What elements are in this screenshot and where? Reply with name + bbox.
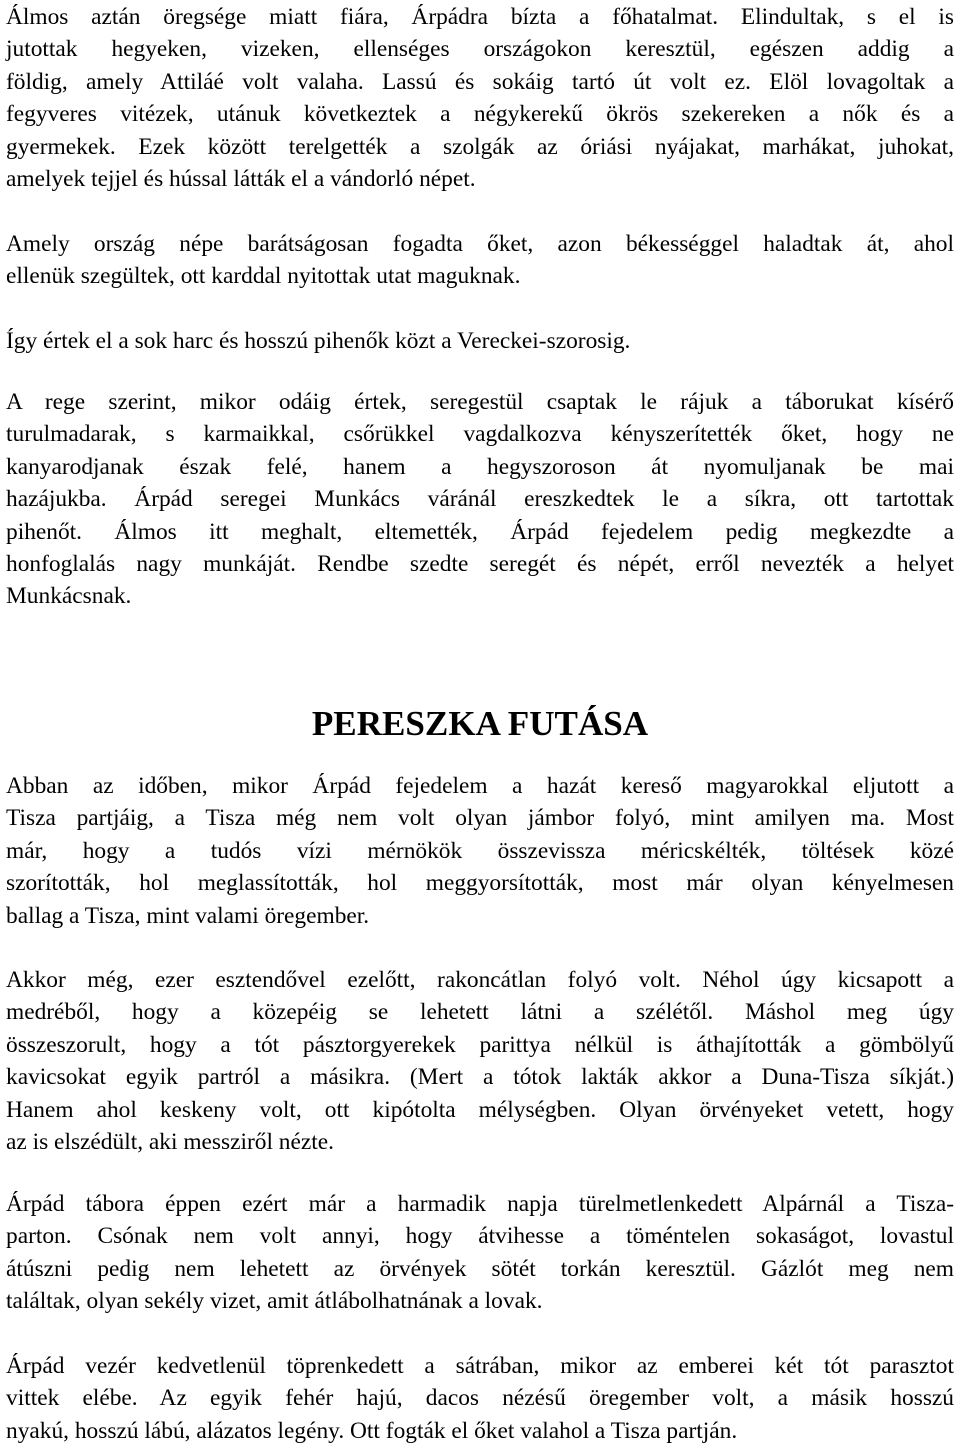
text-line: Álmos aztán öregsége miatt fiára, Árpádra bízta a főhatalmat. Elindultak, s el is [6, 4, 954, 30]
text-line: már, hogy a tudós vízi mérnökök összevissza méricskélték, töltések közé [6, 837, 954, 864]
text-line: átúszni pedig nem lehetett az örvények sötét torkán keresztül. Gázlót meg nem [6, 1255, 954, 1282]
paragraph [6, 228, 954, 293]
text-line: kanyarodjanak észak felé, hanem a hegyszoroson át nyomuljanak be mai [6, 453, 954, 480]
text-line: parton. Csónak nem volt annyi, hogy átvihesse a töméntelen sokaságot, lovastul [6, 1223, 954, 1250]
text-line: Árpád tábora éppen ezért már a harmadik napja türelmetlenkedett Alpárnál a Tisza- [6, 1191, 954, 1217]
text-line: Így értek el a sok harc és hosszú pihenők közt a Vereckei-szorosig. [6, 328, 631, 354]
text-line: találtak, olyan sekély vizet, amit átlábolhatnának a lovak. [6, 1288, 543, 1315]
paragraph [6, 1350, 954, 1447]
paragraph [6, 964, 954, 1158]
text-line: az is elszédült, aki messziről nézte. [6, 1129, 334, 1156]
text-line: Tisza partjáig, a Tisza még nem volt olyan jámbor folyó, mint amilyen ma. Most [6, 805, 954, 832]
text-line: pihenőt. Álmos itt meghalt, eltemették, Árpád fejedelem pedig megkezdte a [6, 518, 954, 545]
paragraph [6, 386, 954, 613]
text-line: jutottak hegyeken, vizeken, ellenséges országokon keresztül, egészen addig a [6, 36, 954, 63]
text-line: honfoglalás nagy munkáját. Rendbe szedte seregét és népét, erről nevezték a helyet [6, 551, 954, 578]
text-line: ellenük szegültek, ott karddal nyitottak utat maguknak. [6, 263, 521, 290]
text-line: Munkácsnak. [6, 583, 132, 610]
text-line: vittek elébe. Az egyik fehér hajú, dacos nézésű öregember volt, a másik hosszú [6, 1385, 954, 1412]
paragraph [6, 1188, 954, 1318]
paragraph [6, 770, 954, 932]
text-line: Hanem ahol keskeny volt, ott kipótolta mélységben. Olyan örvényeket vetett, hogy [6, 1096, 954, 1123]
text-line: gyermekek. Ezek között terelgették a szolgák az óriási nyájakat, marhákat, juhokat, [6, 133, 954, 160]
text-line: Akkor még, ezer esztendővel ezelőtt, rakoncátlan folyó volt. Néhol úgy kicsapott a [6, 967, 954, 993]
text-line: Árpád vezér kedvetlenül töprenkedett a sátrában, mikor az emberei két tót parasztot [6, 1353, 954, 1379]
text-line: szorították, hol meglassították, hol meggyorsították, most már olyan kényelmesen [6, 870, 954, 897]
text-line: ballag a Tisza, mint valami öregember. [6, 902, 370, 929]
text-line: amelyek tejjel és hússal látták el a vándorló népet. [6, 166, 476, 193]
text-line: Abban az időben, mikor Árpád fejedelem a hazát kereső magyarokkal eljutott a [6, 773, 954, 799]
text-line: Amely ország népe barátságosan fogadta őket, azon békességgel haladtak át, ahol [6, 231, 954, 257]
paragraph [6, 1, 954, 195]
text-line: hazájukba. Árpád seregei Munkács váránál ereszkedtek le a síkra, ott tartottak [6, 486, 954, 513]
section-heading: PERESZKA FUTÁSA [311, 704, 649, 743]
text-line: kavicsokat egyik partról a másikra. (Mert a tótok lakták akkor a Duna-Tisza síkját.) [6, 1064, 954, 1091]
text-line: A rege szerint, mikor odáig értek, seregestül csaptak le rájuk a táborukat kísérő [6, 389, 954, 415]
text-line: nyakú, hosszú lábú, alázatos legény. Ott fogták el őket valahol a Tisza partján. [6, 1417, 738, 1444]
text-line: összeszorult, hogy a tót pásztorgyerekek parittya nélkül is áthajították a gömbölyű [6, 1031, 954, 1058]
paragraph [6, 325, 954, 357]
text-line: fegyveres vitézek, utánuk következtek a négykerekű ökrös szekereken a nők és a [6, 101, 954, 128]
text-line: földig, amely Attiláé volt valaha. Lassú és sokáig tartó út volt ez. Elöl lovagoltak a [6, 68, 954, 95]
text-line: medréből, hogy a közepéig se lehetett látni a szélétől. Máshol meg úgy [6, 999, 954, 1026]
text-line: turulmadarak, s karmaikkal, csőrükkel vagdalkozva kényszerítették őket, hogy ne [6, 421, 954, 448]
